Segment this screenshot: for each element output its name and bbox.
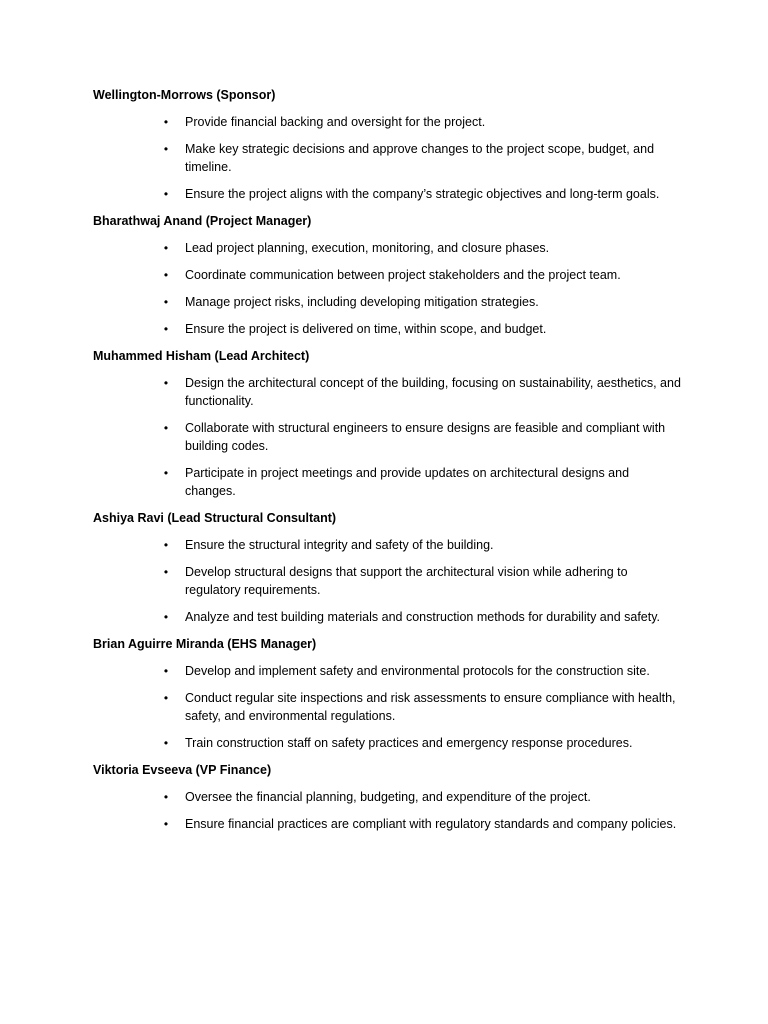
role-section-lead-architect [93,347,683,500]
role-section-vp-finance [93,761,683,833]
bullet-icon: • [163,691,169,705]
list-item [93,320,683,338]
list-item [93,374,683,410]
bullet-icon: • [163,268,169,282]
list-item-text: Participate in project meetings and provide updates on architectural designs and changes. [185,466,630,498]
role-heading: Viktoria Evseeva (VP Finance) [93,763,272,777]
role-section-ehs-manager [93,635,683,752]
bullet-icon: • [163,295,169,309]
responsibility-list [93,536,683,626]
bullet-icon: • [163,187,169,201]
bullet-icon: • [163,241,169,255]
bullet-icon: • [163,376,169,390]
list-item [93,113,683,131]
bullet-icon: • [163,565,169,579]
list-item-text: Train construction staff on safety practices and emergency response procedures. [185,736,633,750]
list-item-text: Ensure the project aligns with the company’s strategic objectives and long-term goals. [185,187,660,201]
list-item-text: Collaborate with structural engineers to ensure designs are feasible and compliant with building codes. [185,421,666,453]
list-item-text: Develop and implement safety and environmental protocols for the construction site. [185,664,650,678]
list-item [93,563,683,599]
document-body [93,86,683,842]
responsibility-list [93,239,683,338]
role-heading: Brian Aguirre Miranda (EHS Manager) [93,637,317,651]
bullet-icon: • [163,664,169,678]
bullet-icon: • [163,610,169,624]
list-item-text: Coordinate communication between project stakeholders and the project team. [185,268,621,282]
list-item [93,734,683,752]
role-heading: Bharathwaj Anand (Project Manager) [93,214,312,228]
list-item-text: Develop structural designs that support the architectural vision while adhering to regulatory requirements. [185,565,628,597]
list-item [93,815,683,833]
list-item [93,239,683,257]
bullet-icon: • [163,421,169,435]
list-item-text: Ensure the project is delivered on time, within scope, and budget. [185,322,547,336]
responsibility-list [93,113,683,203]
bullet-icon: • [163,538,169,552]
list-item [93,608,683,626]
list-item [93,293,683,311]
role-section-project-manager [93,212,683,338]
role-section-structural-consultant [93,509,683,626]
list-item [93,689,683,725]
list-item-text: Design the architectural concept of the building, focusing on sustainability, aesthetics, and functionality. [185,376,681,408]
list-item-text: Oversee the financial planning, budgeting, and expenditure of the project. [185,790,591,804]
list-item-text: Conduct regular site inspections and risk assessments to ensure compliance with health, safety, and environmental regulations. [185,691,676,723]
bullet-icon: • [163,790,169,804]
bullet-icon: • [163,466,169,480]
role-heading: Muhammed Hisham (Lead Architect) [93,349,310,363]
list-item [93,140,683,176]
list-item [93,536,683,554]
bullet-icon: • [163,142,169,156]
role-heading: Wellington-Morrows (Sponsor) [93,88,276,102]
list-item [93,464,683,500]
role-heading: Ashiya Ravi (Lead Structural Consultant) [93,511,337,525]
list-item-text: Lead project planning, execution, monitoring, and closure phases. [185,241,550,255]
list-item-text: Ensure the structural integrity and safety of the building. [185,538,494,552]
bullet-icon: • [163,736,169,750]
responsibility-list [93,788,683,833]
list-item [93,185,683,203]
bullet-icon: • [163,817,169,831]
role-section-sponsor [93,86,683,203]
responsibility-list [93,662,683,752]
list-item-text: Provide financial backing and oversight for the project. [185,115,486,129]
list-item [93,266,683,284]
list-item-text: Ensure financial practices are compliant with regulatory standards and company policies. [185,817,677,831]
list-item-text: Analyze and test building materials and construction methods for durability and safety. [185,610,661,624]
list-item-text: Make key strategic decisions and approve changes to the project scope, budget, and timeline. [185,142,655,174]
bullet-icon: • [163,115,169,129]
list-item [93,788,683,806]
responsibility-list [93,374,683,500]
list-item [93,662,683,680]
list-item [93,419,683,455]
bullet-icon: • [163,322,169,336]
list-item-text: Manage project risks, including developing mitigation strategies. [185,295,539,309]
